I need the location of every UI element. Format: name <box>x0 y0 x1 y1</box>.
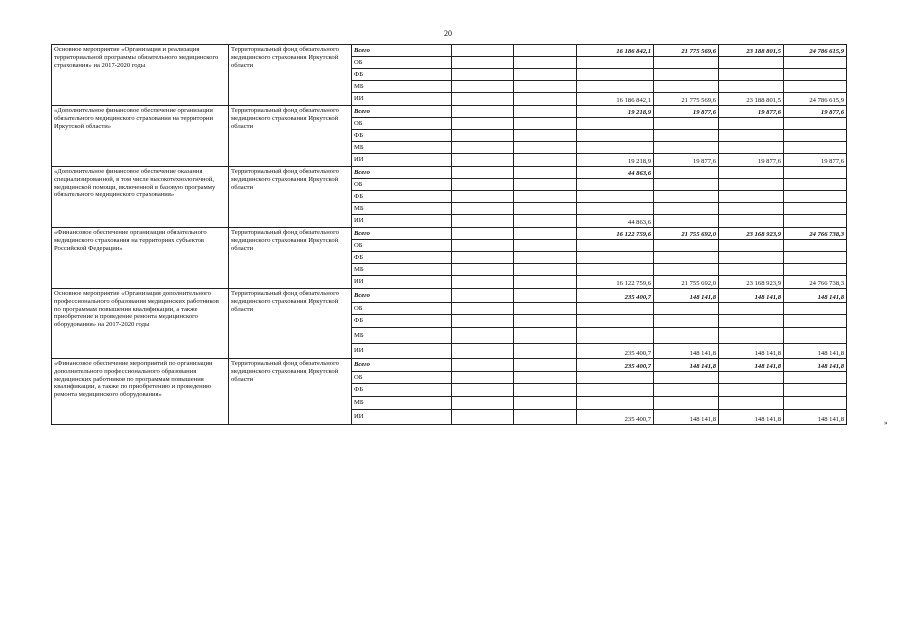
value-cell <box>654 264 719 276</box>
funding-source: ФБ <box>352 130 452 142</box>
empty-cell <box>452 45 514 57</box>
value-cell <box>654 215 719 228</box>
value-cell <box>719 191 784 203</box>
empty-cell <box>514 372 577 384</box>
value-cell <box>719 179 784 191</box>
value-cell <box>654 203 719 215</box>
value-cell <box>577 118 654 130</box>
value-cell <box>784 167 847 179</box>
table-row <box>52 106 847 118</box>
table-row <box>52 289 847 303</box>
value-cell <box>577 252 654 264</box>
empty-cell <box>452 303 514 315</box>
funding-source: МБ <box>352 397 452 410</box>
value-cell <box>577 81 654 93</box>
value-cell: 148 141,8 <box>719 359 784 372</box>
closing-quote-mark: » <box>884 419 888 427</box>
value-cell <box>719 315 784 328</box>
value-cell <box>654 191 719 203</box>
funding-source: МБ <box>352 81 452 93</box>
value-cell: 148 141,8 <box>784 289 847 303</box>
value-cell <box>654 397 719 410</box>
funding-source: Всего <box>352 45 452 57</box>
empty-cell <box>514 276 577 289</box>
value-cell <box>784 215 847 228</box>
empty-cell <box>452 81 514 93</box>
responsible-organization: Территориальный фонд обязательного медицинского страхования Иркутской области <box>229 289 352 359</box>
empty-cell <box>452 315 514 328</box>
value-cell <box>654 384 719 397</box>
empty-cell <box>514 252 577 264</box>
empty-cell <box>514 328 577 344</box>
value-cell <box>654 167 719 179</box>
empty-cell <box>514 142 577 154</box>
value-cell <box>577 240 654 252</box>
value-cell <box>654 252 719 264</box>
value-cell: 19 877,6 <box>784 154 847 167</box>
funding-source: ОБ <box>352 118 452 130</box>
value-cell: 148 141,8 <box>719 289 784 303</box>
empty-cell <box>514 315 577 328</box>
budget-table <box>51 44 847 425</box>
value-cell: 148 141,8 <box>719 410 784 425</box>
value-cell <box>577 57 654 69</box>
value-cell <box>577 130 654 142</box>
funding-source: ОБ <box>352 303 452 315</box>
empty-cell <box>514 410 577 425</box>
value-cell: 235 400,7 <box>577 289 654 303</box>
value-cell <box>719 252 784 264</box>
value-cell <box>577 328 654 344</box>
value-cell <box>784 191 847 203</box>
value-cell <box>719 328 784 344</box>
table-body <box>52 45 847 425</box>
value-cell <box>719 203 784 215</box>
value-cell: 24 786 615,9 <box>784 45 847 57</box>
value-cell: 21 775 569,6 <box>654 45 719 57</box>
value-cell: 148 141,8 <box>784 410 847 425</box>
value-cell <box>784 203 847 215</box>
value-cell: 19 218,9 <box>577 154 654 167</box>
value-cell <box>654 69 719 81</box>
value-cell: 148 141,8 <box>784 359 847 372</box>
value-cell <box>784 240 847 252</box>
empty-cell <box>452 167 514 179</box>
value-cell: 21 755 692,0 <box>654 228 719 240</box>
empty-cell <box>452 264 514 276</box>
table-row <box>52 167 847 179</box>
value-cell: 19 877,6 <box>654 154 719 167</box>
empty-cell <box>514 81 577 93</box>
empty-cell <box>514 228 577 240</box>
empty-cell <box>452 344 514 359</box>
activity-title: «Дополнительное финансовое обеспечение оказания специализированной, в том числе высокотехнологичной, медицинской помощи, включенной в базовую программу обязательного медицинского страхования» <box>52 167 229 228</box>
activity-title: «Финансовое обеспечение организации обязательного медицинского страхования на территориях субъектов Российской Федерации» <box>52 228 229 289</box>
value-cell <box>719 397 784 410</box>
value-cell <box>577 203 654 215</box>
empty-cell <box>514 191 577 203</box>
value-cell <box>784 303 847 315</box>
value-cell <box>654 179 719 191</box>
funding-source: ОБ <box>352 240 452 252</box>
empty-cell <box>452 359 514 372</box>
value-cell <box>719 240 784 252</box>
empty-cell <box>514 69 577 81</box>
value-cell <box>784 384 847 397</box>
funding-source: ИИ <box>352 215 452 228</box>
funding-source: МБ <box>352 264 452 276</box>
value-cell: 19 877,6 <box>784 106 847 118</box>
value-cell <box>577 372 654 384</box>
value-cell: 21 775 569,6 <box>654 93 719 106</box>
value-cell: 19 877,6 <box>719 106 784 118</box>
funding-source: МБ <box>352 328 452 344</box>
empty-cell <box>514 384 577 397</box>
empty-cell <box>452 69 514 81</box>
empty-cell <box>452 130 514 142</box>
responsible-organization: Территориальный фонд обязательного медицинского страхования Иркутской области <box>229 167 352 228</box>
value-cell <box>654 130 719 142</box>
empty-cell <box>452 142 514 154</box>
value-cell <box>784 328 847 344</box>
funding-source: ФБ <box>352 315 452 328</box>
empty-cell <box>514 303 577 315</box>
value-cell <box>654 118 719 130</box>
value-cell <box>654 315 719 328</box>
empty-cell <box>452 179 514 191</box>
value-cell <box>719 384 784 397</box>
table-row <box>52 359 847 372</box>
value-cell <box>719 142 784 154</box>
value-cell <box>784 69 847 81</box>
value-cell: 148 141,8 <box>719 344 784 359</box>
value-cell <box>784 130 847 142</box>
empty-cell <box>452 289 514 303</box>
value-cell <box>654 57 719 69</box>
value-cell <box>784 142 847 154</box>
empty-cell <box>452 203 514 215</box>
empty-cell <box>514 344 577 359</box>
funding-source: ОБ <box>352 57 452 69</box>
funding-source: ФБ <box>352 191 452 203</box>
value-cell: 19 218,9 <box>577 106 654 118</box>
empty-cell <box>452 215 514 228</box>
empty-cell <box>514 118 577 130</box>
empty-cell <box>514 57 577 69</box>
value-cell <box>784 252 847 264</box>
funding-source: ИИ <box>352 410 452 425</box>
value-cell: 21 755 692,0 <box>654 276 719 289</box>
empty-cell <box>452 228 514 240</box>
value-cell <box>577 179 654 191</box>
value-cell <box>784 57 847 69</box>
activity-title: «Финансовое обеспечение мероприятий по организации дополнительного профессионального образования медицинских работников по программам повышения квалификации, а также по приобретению и проведению ремонта медицинского оборудования» <box>52 359 229 425</box>
empty-cell <box>514 130 577 142</box>
value-cell <box>654 303 719 315</box>
activity-title: Основное мероприятие «Организация дополнительного профессионального образования медицинских работников по программам повышения квалификации, а также приобретение и проведение ремонта медицинского оборудования» на 2017-2020 годы <box>52 289 229 359</box>
value-cell <box>784 118 847 130</box>
funding-source: Всего <box>352 106 452 118</box>
funding-source: МБ <box>352 203 452 215</box>
value-cell: 16 122 759,6 <box>577 276 654 289</box>
value-cell: 235 400,7 <box>577 410 654 425</box>
empty-cell <box>514 240 577 252</box>
funding-source: ФБ <box>352 252 452 264</box>
value-cell <box>654 142 719 154</box>
value-cell: 23 168 923,9 <box>719 276 784 289</box>
value-cell <box>719 57 784 69</box>
value-cell: 24 766 738,3 <box>784 228 847 240</box>
value-cell: 44 863,6 <box>577 167 654 179</box>
value-cell <box>784 397 847 410</box>
value-cell <box>719 215 784 228</box>
responsible-organization: Территориальный фонд обязательного медицинского страхования Иркутской области <box>229 106 352 167</box>
value-cell <box>784 315 847 328</box>
empty-cell <box>452 397 514 410</box>
table-row <box>52 228 847 240</box>
empty-cell <box>514 289 577 303</box>
value-cell: 16 186 842,1 <box>577 93 654 106</box>
empty-cell <box>514 179 577 191</box>
empty-cell <box>452 191 514 203</box>
value-cell <box>577 397 654 410</box>
value-cell <box>784 264 847 276</box>
value-cell <box>784 179 847 191</box>
value-cell: 24 786 615,9 <box>784 93 847 106</box>
value-cell: 148 141,8 <box>654 344 719 359</box>
funding-source: МБ <box>352 142 452 154</box>
value-cell: 148 141,8 <box>784 344 847 359</box>
empty-cell <box>452 106 514 118</box>
value-cell <box>784 81 847 93</box>
empty-cell <box>452 93 514 106</box>
empty-cell <box>452 57 514 69</box>
value-cell <box>577 191 654 203</box>
responsible-organization: Территориальный фонд обязательного медицинского страхования Иркутской области <box>229 228 352 289</box>
value-cell <box>654 81 719 93</box>
empty-cell <box>452 410 514 425</box>
value-cell <box>577 315 654 328</box>
value-cell <box>719 264 784 276</box>
funding-source: ФБ <box>352 69 452 81</box>
page-number: 20 <box>444 29 452 38</box>
funding-source: ИИ <box>352 154 452 167</box>
table-row <box>52 45 847 57</box>
value-cell <box>784 372 847 384</box>
value-cell <box>577 384 654 397</box>
responsible-organization: Территориальный фонд обязательного медицинского страхования Иркутской области <box>229 45 352 106</box>
value-cell <box>719 118 784 130</box>
value-cell: 44 863,6 <box>577 215 654 228</box>
value-cell <box>719 167 784 179</box>
value-cell: 148 141,8 <box>654 359 719 372</box>
empty-cell <box>452 118 514 130</box>
funding-source: ОБ <box>352 179 452 191</box>
value-cell: 24 766 738,3 <box>784 276 847 289</box>
empty-cell <box>514 203 577 215</box>
empty-cell <box>514 93 577 106</box>
value-cell <box>654 328 719 344</box>
funding-source: Всего <box>352 289 452 303</box>
value-cell <box>719 81 784 93</box>
funding-source: ИИ <box>352 344 452 359</box>
empty-cell <box>452 252 514 264</box>
value-cell: 19 877,6 <box>654 106 719 118</box>
empty-cell <box>514 106 577 118</box>
value-cell <box>719 69 784 81</box>
value-cell <box>719 372 784 384</box>
value-cell: 16 186 842,1 <box>577 45 654 57</box>
value-cell <box>577 264 654 276</box>
empty-cell <box>514 215 577 228</box>
empty-cell <box>514 167 577 179</box>
value-cell: 23 168 923,9 <box>719 228 784 240</box>
funding-source: ФБ <box>352 384 452 397</box>
empty-cell <box>514 45 577 57</box>
activity-title: «Дополнительное финансовое обеспечение организации обязательного медицинского страхования на территории Иркутской области» <box>52 106 229 167</box>
value-cell: 148 141,8 <box>654 289 719 303</box>
empty-cell <box>514 397 577 410</box>
value-cell <box>654 372 719 384</box>
value-cell: 235 400,7 <box>577 359 654 372</box>
empty-cell <box>452 154 514 167</box>
value-cell: 19 877,6 <box>719 154 784 167</box>
value-cell <box>654 240 719 252</box>
empty-cell <box>514 154 577 167</box>
empty-cell <box>452 328 514 344</box>
empty-cell <box>452 240 514 252</box>
value-cell: 23 188 801,5 <box>719 93 784 106</box>
funding-source: ИИ <box>352 276 452 289</box>
value-cell <box>577 69 654 81</box>
funding-source: Всего <box>352 359 452 372</box>
value-cell: 16 122 759,6 <box>577 228 654 240</box>
empty-cell <box>452 384 514 397</box>
value-cell <box>577 142 654 154</box>
empty-cell <box>452 372 514 384</box>
funding-source: ОБ <box>352 372 452 384</box>
value-cell <box>577 303 654 315</box>
funding-source: Всего <box>352 167 452 179</box>
value-cell <box>719 130 784 142</box>
value-cell: 23 188 801,5 <box>719 45 784 57</box>
funding-source: Всего <box>352 228 452 240</box>
value-cell: 148 141,8 <box>654 410 719 425</box>
funding-source: ИИ <box>352 93 452 106</box>
responsible-organization: Территориальный фонд обязательного медицинского страхования Иркутской области <box>229 359 352 425</box>
activity-title: Основное мероприятие «Организация и реализация территориальной программы обязательного медицинского страхования» на 2017-2020 годы <box>52 45 229 106</box>
value-cell <box>719 303 784 315</box>
value-cell: 235 400,7 <box>577 344 654 359</box>
empty-cell <box>514 264 577 276</box>
empty-cell <box>514 359 577 372</box>
empty-cell <box>452 276 514 289</box>
